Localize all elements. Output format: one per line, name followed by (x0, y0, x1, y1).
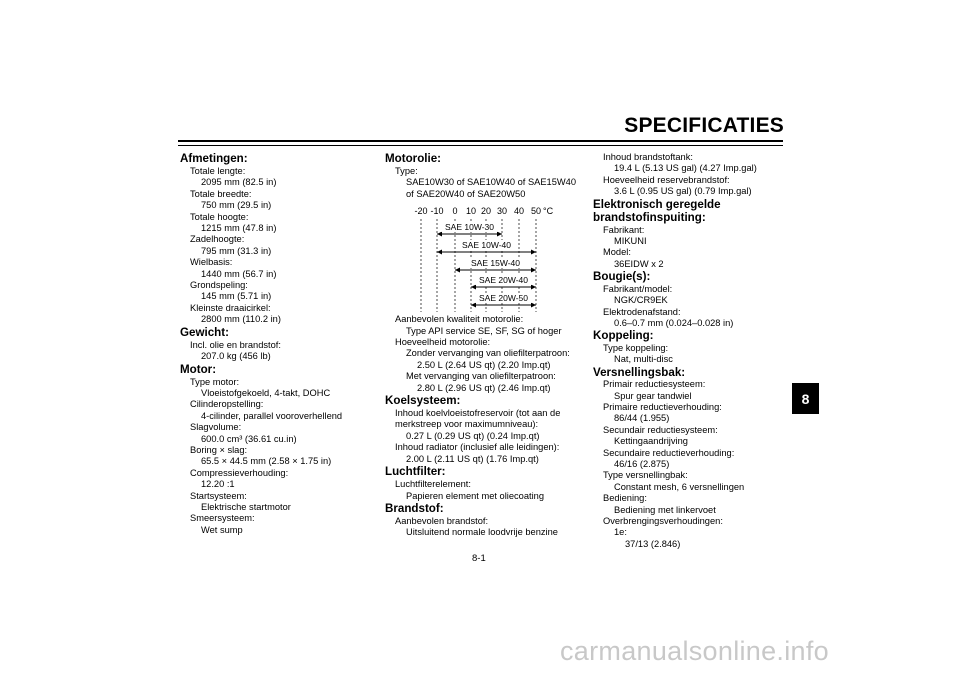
temp-tick-label: -10 (430, 206, 444, 217)
spec-value: 600.0 cm³ (36.61 cu.in) (201, 433, 297, 444)
spec-label: Cilinderopstelling: (190, 399, 264, 410)
motor-list (180, 377, 370, 537)
oil-viscosity-chart (385, 204, 585, 314)
spec-label: Slagvolume: (190, 422, 242, 433)
spec-label: Aanbevolen kwaliteit motorolie: (395, 314, 524, 325)
spec-value: SAE10W30 of SAE10W40 of SAE15W40 (406, 177, 577, 188)
section-heading-motor: Motor: (180, 362, 217, 376)
spec-value: 1215 mm (47.8 in) (201, 223, 277, 234)
spec-label: merkstreep voor maximumniveau): (395, 419, 539, 430)
spec-label: Type motor: (190, 376, 240, 387)
arrow-head-icon (437, 232, 442, 237)
section-heading-inspuiting-2: brandstofinspuiting: (593, 211, 706, 225)
spec-label: Elektrodenafstand: (603, 306, 681, 317)
spec-value: Nat, multi-disc (614, 354, 673, 365)
temp-unit-label: °C (543, 206, 554, 217)
spec-value: 0.27 L (0.29 US qt) (0.24 Imp.qt) (406, 430, 540, 441)
section-heading-koelsysteem: Koelsysteem: (385, 394, 461, 408)
spec-label: Bediening: (603, 493, 647, 504)
section-heading-luchtfilter: Luchtfilter: (385, 465, 446, 479)
section-heading-afmetingen: Afmetingen: (180, 152, 248, 165)
versnellingsbak-list (593, 379, 783, 516)
spec-label: Primaire reductieverhouding: (603, 402, 722, 412)
spec-value: 2.50 L (2.64 US qt) (2.20 Imp.qt) (417, 359, 551, 370)
arrow-head-icon (455, 268, 460, 273)
chapter-tab: 8 (792, 383, 819, 414)
spec-label: Secundaire reductieverhouding: (603, 447, 735, 458)
spec-value: 46/16 (2.875) (614, 459, 670, 470)
spec-value: Uitsluitend normale loodvrije benzine (406, 527, 558, 538)
spec-value: 207.0 kg (456 lb) (201, 351, 271, 362)
spec-label: Incl. olie en brandstof: (190, 339, 281, 350)
spec-value: Bediening met linkervoet (614, 504, 716, 515)
spec-label: Inhoud radiator (inclusief alle leidingen): (395, 442, 560, 453)
spec-value: 86/44 (1.955) (614, 413, 670, 424)
spec-label: Zonder vervanging van oliefilterpatroon: (406, 348, 570, 359)
spec-value: Papieren element met oliecoating (406, 490, 544, 501)
spec-label: Inhoud brandstoftank: (603, 152, 693, 162)
spec-label: Boring × slag: (190, 444, 248, 455)
spec-label: Inhoud koelvloeistofreservoir (tot aan de (395, 408, 561, 419)
spec-value: 19.4 L (5.13 US gal) (4.27 Imp.gal) (614, 163, 757, 174)
section-heading-motorolie: Motorolie: (385, 152, 442, 165)
arrow-head-icon (531, 285, 536, 290)
arrow-head-icon (497, 232, 502, 237)
spec-label: Secundair reductiesysteem: (603, 424, 718, 435)
spec-value: 0.6–0.7 mm (0.024–0.028 in) (614, 317, 734, 328)
spec-value: Constant mesh, 6 versnellingen (614, 481, 745, 492)
spec-value: 1440 mm (56.7 in) (201, 268, 277, 279)
spec-value: 37/13 (2.846) (625, 538, 681, 549)
column-left (180, 152, 370, 536)
spec-value: 12.20 :1 (201, 479, 235, 490)
section-heading-gewicht: Gewicht: (180, 325, 229, 339)
spec-value: 4-cilinder, parallel vooroverhellend (201, 410, 343, 421)
spec-value: 2095 mm (82.5 in) (201, 177, 277, 188)
spec-value: 750 mm (29.5 in) (201, 200, 272, 211)
spec-label: Kleinste draaicirkel: (190, 302, 271, 313)
temp-tick-label: 10 (465, 206, 477, 217)
arrow-head-icon (531, 268, 536, 273)
spec-label: Smeersysteem: (190, 513, 255, 524)
grade-label: SAE 20W-50 (479, 293, 528, 304)
spec-value: 65.5 × 44.5 mm (2.58 × 1.75 in) (201, 456, 332, 467)
grade-label: SAE 10W-30 (445, 222, 494, 233)
section-heading-brandstof: Brandstof: (385, 501, 444, 515)
spec-label: Type koppeling: (603, 342, 669, 353)
spec-label: Startsysteem: (190, 490, 247, 501)
spec-label: Totale lengte: (190, 166, 246, 176)
spec-label: Compressieverhouding: (190, 467, 289, 478)
spec-label: Type versnellingbak: (603, 470, 688, 481)
page-title: SPECIFICATIES (624, 114, 784, 137)
spec-label: Aanbevolen brandstof: (395, 515, 489, 526)
spec-label: Model: (603, 247, 631, 258)
spec-value: of SAE20W40 of SAE20W50 (406, 188, 526, 199)
grade-label: SAE 15W-40 (471, 258, 520, 269)
grade-label: SAE 10W-40 (462, 240, 511, 251)
temp-tick-label: 50 (530, 206, 542, 217)
temp-tick-label: -20 (414, 206, 428, 217)
arrow-head-icon (471, 303, 476, 308)
section-heading-versnellingsbak: Versnellingsbak: (593, 365, 686, 379)
spec-value: 145 mm (5.71 in) (201, 291, 272, 302)
spec-label: Overbrengingsverhoudingen: (603, 516, 723, 527)
spec-value: 3.6 L (0.95 US gal) (0.79 Imp.gal) (614, 186, 752, 197)
arrow-head-icon (471, 285, 476, 290)
spec-label: Met vervanging van oliefilterpatroon: (406, 371, 556, 382)
spec-value: MIKUNI (614, 236, 647, 247)
spec-value: 795 mm (31.3 in) (201, 245, 272, 256)
spec-value: Elektrische startmotor (201, 501, 291, 512)
section-heading-inspuiting: Elektronisch geregelde (593, 197, 721, 211)
spec-label: Totale breedte: (190, 188, 252, 199)
arrow-head-icon (531, 250, 536, 255)
spec-value: Wet sump (201, 524, 243, 535)
spec-label: Grondspeling: (190, 280, 248, 291)
arrow-head-icon (437, 250, 442, 255)
spec-label: 1e: (614, 527, 627, 538)
spec-value: Kettingaandrijving (614, 436, 688, 447)
temp-tick-label: 0 (452, 206, 458, 217)
section-heading-koppeling: Koppeling: (593, 329, 654, 343)
arrow-head-icon (531, 303, 536, 308)
spec-value: Spur gear tandwiel (614, 390, 692, 401)
page-number: 8-1 (472, 553, 486, 564)
section-heading-bougie: Bougie(s): (593, 270, 651, 284)
header-rule-thin (178, 145, 783, 146)
spec-label: Primair reductiesysteem: (603, 379, 706, 390)
spec-value: 2800 mm (110.2 in) (201, 314, 281, 325)
afmetingen-list (180, 166, 370, 326)
temp-tick-label: 40 (513, 206, 525, 217)
spec-value: 2.00 L (2.11 US qt) (1.76 Imp.qt) (406, 453, 539, 464)
spec-label: Type: (395, 166, 418, 176)
spec-value: Vloeistofgekoeld, 4-takt, DOHC (201, 387, 331, 398)
spec-value: 36EIDW x 2 (614, 258, 664, 269)
spec-label: Fabrikant: (603, 224, 645, 235)
watermark: carmanualsonline.info (560, 636, 829, 666)
spec-label: Wielbasis: (190, 257, 233, 268)
spec-label: Fabrikant/model: (603, 283, 673, 294)
spec-label: Hoeveelheid reservebrandstof: (603, 174, 730, 185)
header-rule (178, 140, 783, 142)
column-middle (385, 152, 585, 539)
spec-value: NGK/CR9EK (614, 295, 668, 306)
spec-label: Zadelhoogte: (190, 234, 245, 245)
spec-label: Totale hoogte: (190, 211, 249, 222)
temp-tick-label: 20 (480, 206, 492, 217)
column-right (593, 152, 783, 550)
grade-label: SAE 20W-40 (479, 275, 528, 286)
spec-label: Hoeveelheid motorolie: (395, 337, 491, 348)
spec-label: Luchtfilterelement: (395, 479, 471, 490)
spec-value: 2.80 L (2.96 US qt) (2.46 Imp.qt) (417, 382, 551, 393)
gewicht-list (180, 340, 370, 363)
temp-tick-label: 30 (496, 206, 508, 217)
spec-value: Type API service SE, SF, SG of hoger (406, 325, 562, 336)
